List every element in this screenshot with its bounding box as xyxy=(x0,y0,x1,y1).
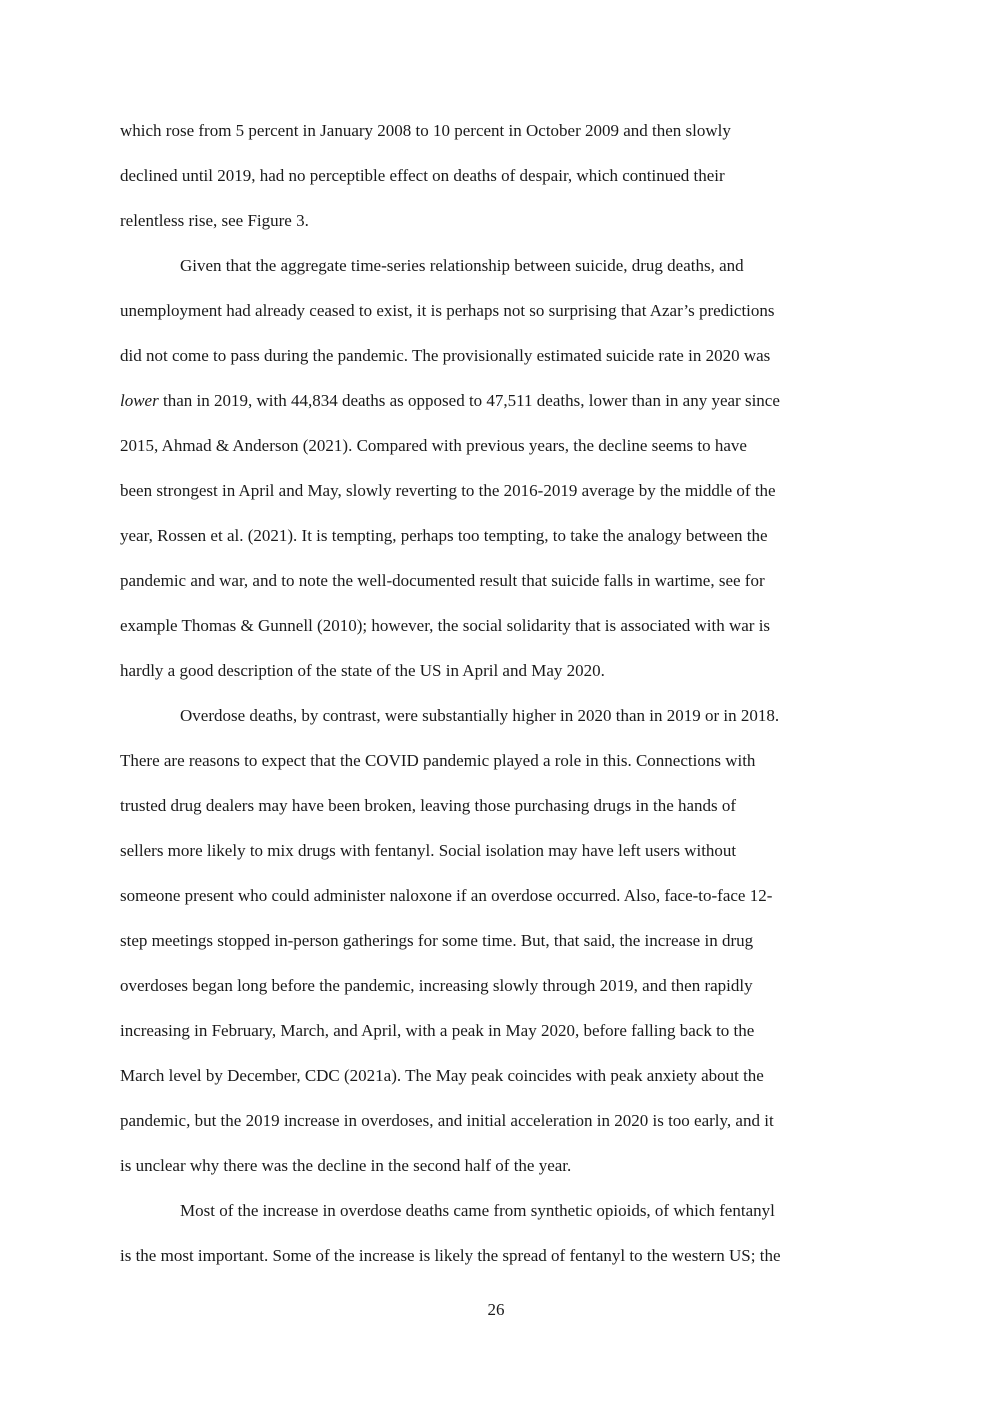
text-line: did not come to pass during the pandemic. The provisionally estimated suicide rate in 2020 was xyxy=(120,346,771,365)
text-line: trusted drug dealers may have been broken, leaving those purchasing drugs in the hands of xyxy=(120,796,737,815)
text-line: unemployment had already ceased to exist, it is perhaps not so surprising that Azar’s predictions xyxy=(120,301,775,320)
text-line: declined until 2019, had no perceptible effect on deaths of despair, which continued their xyxy=(120,166,725,185)
text-line: overdoses began long before the pandemic, increasing slowly through 2019, and then rapidly xyxy=(120,976,753,995)
text-line: year, Rossen et al. (2021). It is tempting, perhaps too tempting, to take the analogy between the xyxy=(120,526,768,545)
text-line: relentless rise, see Figure 3. xyxy=(120,211,309,230)
paragraph-first-line: Most of the increase in overdose deaths came from synthetic opioids, of which fentanyl xyxy=(180,1201,775,1220)
text-line: is unclear why there was the decline in the second half of the year. xyxy=(120,1156,572,1175)
text-line: pandemic and war, and to note the well-documented result that suicide falls in wartime, see for xyxy=(120,571,765,590)
text-line: sellers more likely to mix drugs with fentanyl. Social isolation may have left users without xyxy=(120,841,737,860)
text-line: There are reasons to expect that the COVID pandemic played a role in this. Connections with xyxy=(120,751,756,770)
paragraph-first-line: Given that the aggregate time-series relationship between suicide, drug deaths, and xyxy=(180,256,744,275)
text-line: example Thomas & Gunnell (2010); however, the social solidarity that is associated with war is xyxy=(120,616,771,635)
text-line: been strongest in April and May, slowly reverting to the 2016-2019 average by the middle of the xyxy=(120,481,776,500)
paragraph-first-line: Overdose deaths, by contrast, were substantially higher in 2020 than in 2019 or in 2018. xyxy=(180,706,780,725)
text-line: hardly a good description of the state of the US in April and May 2020. xyxy=(120,661,605,680)
text-line: which rose from 5 percent in January 2008 to 10 percent in October 2009 and then slowly xyxy=(120,121,731,140)
text-span: than in 2019, with 44,834 deaths as opposed to 47,511 deaths, lower than in any year since xyxy=(158,391,780,410)
text-line: 2015, Ahmad & Anderson (2021). Compared with previous years, the decline seems to have xyxy=(120,436,747,455)
text-line: pandemic, but the 2019 increase in overdoses, and initial acceleration in 2020 is too early, and it xyxy=(120,1111,774,1130)
text-line: increasing in February, March, and April, with a peak in May 2020, before falling back to the xyxy=(120,1021,755,1040)
text-line: step meetings stopped in-person gatherings for some time. But, that said, the increase in drug xyxy=(120,931,754,950)
emphasis-text: lower xyxy=(120,391,159,410)
text-line: is the most important. Some of the increase is likely the spread of fentanyl to the western US; the xyxy=(120,1246,781,1265)
page-number: 26 xyxy=(487,1300,505,1319)
text-line xyxy=(120,391,780,411)
text-line: March level by December, CDC (2021a). The May peak coincides with peak anxiety about the xyxy=(120,1066,764,1085)
text-line: someone present who could administer naloxone if an overdose occurred. Also, face-to-face 12- xyxy=(120,886,773,905)
